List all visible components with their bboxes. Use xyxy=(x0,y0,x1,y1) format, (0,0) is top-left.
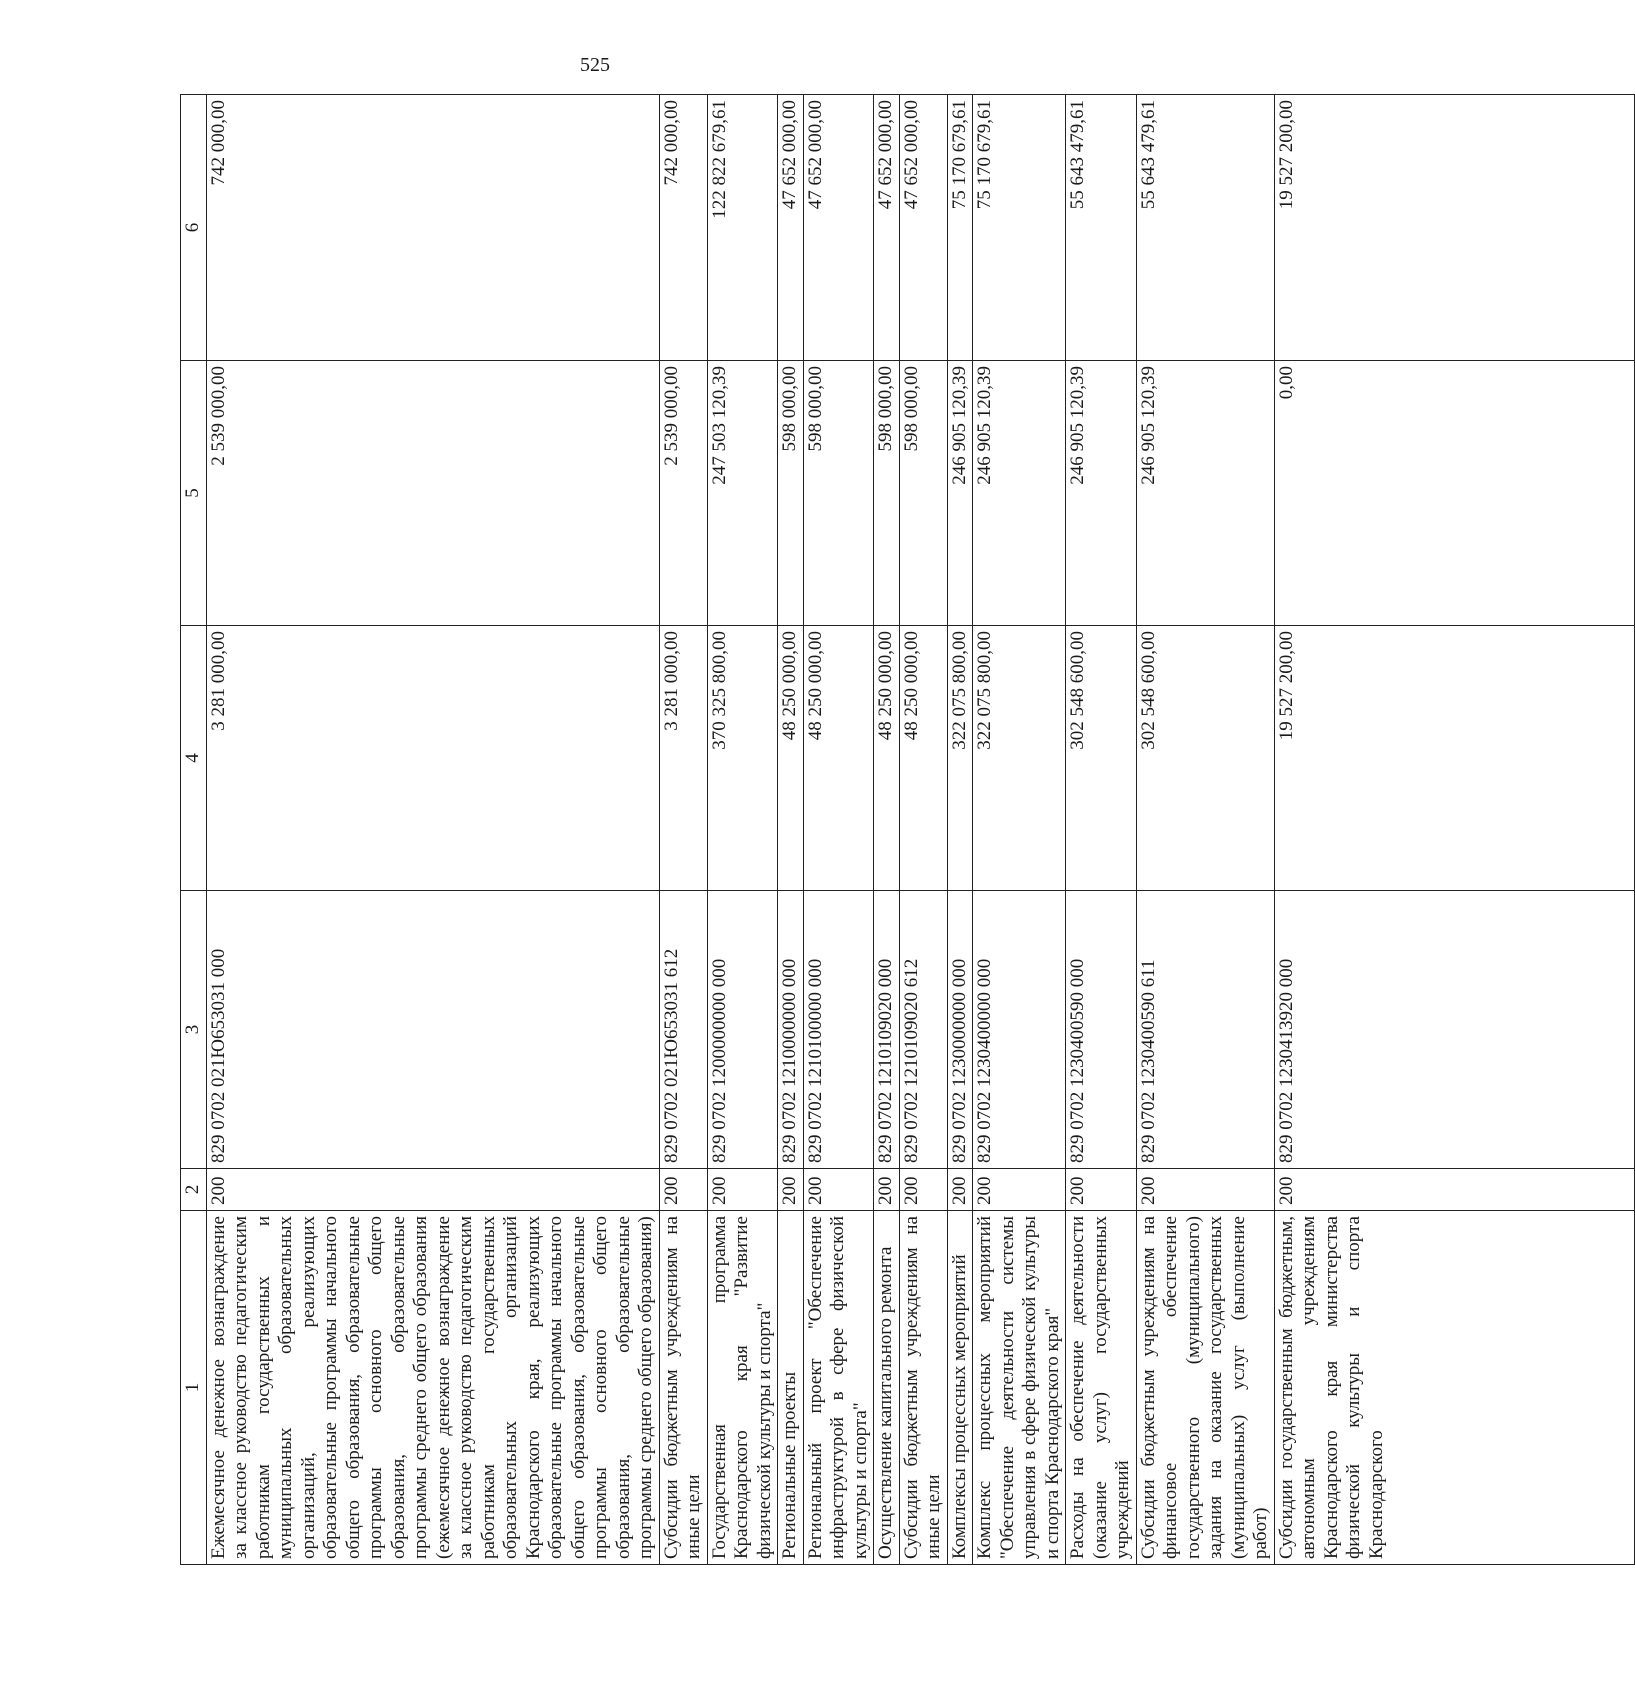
table-row xyxy=(803,95,874,1565)
row-classification-code: 829 0702 1230000000 000 xyxy=(947,891,973,1169)
row-code-200: 200 xyxy=(206,1169,659,1211)
row-description: Региональные проекты xyxy=(778,1211,804,1565)
row-description: Комплексы процессных мероприятий xyxy=(947,1211,973,1565)
row-description: Комплекс процессных мероприятий "Обеспечение деятельности системы управления в сфере физической культуры и спорта Краснодарского края" xyxy=(973,1211,1066,1565)
row-value-col4: 302 548 600,00 xyxy=(1136,626,1274,891)
row-code-200: 200 xyxy=(1274,1169,1635,1211)
row-value-col5: 0,00 xyxy=(1274,361,1635,626)
row-value-col5: 598 000,00 xyxy=(874,361,900,626)
row-description: Субсидии бюджетным учреждениям на финансовое обеспечение государственного (муниципального) задания на оказание государственных (муниципальных) услуг (выполнение работ) xyxy=(1136,1211,1274,1565)
row-value-col5: 598 000,00 xyxy=(803,361,874,626)
row-classification-code: 829 0702 021Ю653031 612 xyxy=(659,891,707,1169)
row-code-200: 200 xyxy=(803,1169,874,1211)
row-code-200: 200 xyxy=(707,1169,778,1211)
row-code-200: 200 xyxy=(874,1169,900,1211)
row-value-col5: 246 905 120,39 xyxy=(1136,361,1274,626)
row-value-col5: 598 000,00 xyxy=(899,361,947,626)
row-value-col4: 370 325 800,00 xyxy=(707,626,778,891)
row-value-col5: 247 503 120,39 xyxy=(707,361,778,626)
header-row xyxy=(181,95,207,1565)
budget-table xyxy=(180,94,1635,1565)
header-cell: 5 xyxy=(181,361,207,626)
row-value-col6: 47 652 000,00 xyxy=(803,95,874,361)
row-classification-code: 829 0702 1210109020 612 xyxy=(899,891,947,1169)
row-code-200: 200 xyxy=(659,1169,707,1211)
row-value-col4: 48 250 000,00 xyxy=(803,626,874,891)
table-row xyxy=(206,95,659,1565)
row-value-col5: 246 905 120,39 xyxy=(1066,361,1137,626)
header-cell: 6 xyxy=(181,95,207,361)
table-row xyxy=(1274,95,1635,1565)
row-value-col6: 75 170 679,61 xyxy=(973,95,1066,361)
row-value-col6: 19 527 200,00 xyxy=(1274,95,1635,361)
row-value-col5: 246 905 120,39 xyxy=(973,361,1066,626)
row-code-200: 200 xyxy=(1136,1169,1274,1211)
row-code-200: 200 xyxy=(973,1169,1066,1211)
row-classification-code: 829 0702 1230400000 000 xyxy=(973,891,1066,1169)
header-cell: 4 xyxy=(181,626,207,891)
header-cell: 2 xyxy=(181,1169,207,1211)
table-row xyxy=(874,95,900,1565)
row-classification-code: 829 0702 1210109020 000 xyxy=(874,891,900,1169)
row-classification-code: 829 0702 1230400590 000 xyxy=(1066,891,1137,1169)
table-row xyxy=(1136,95,1274,1565)
row-description: Ежемесячное денежное вознаграждение за классное руководство педагогическим работникам государственных и муниципальных образовательных организаций, реализующих образовательные программы начального общего образования, образовательные программы основного общего образования, образовательные программы среднего общего образования (ежемесячное денежное вознаграждение за классное руководство педагогическим работникам государственных образовательных организаций Краснодарского края, реализующих образовательные программы начального общего образования, образовательные программы основного общего образования, образовательные программы среднего общего образования) xyxy=(206,1211,659,1565)
row-description: Субсидии бюджетным учреждениям на иные цели xyxy=(659,1211,707,1565)
row-value-col4: 19 527 200,00 xyxy=(1274,626,1635,891)
row-value-col4: 48 250 000,00 xyxy=(778,626,804,891)
row-value-col6: 47 652 000,00 xyxy=(899,95,947,361)
row-classification-code: 829 0702 1210000000 000 xyxy=(778,891,804,1169)
row-value-col4: 3 281 000,00 xyxy=(206,626,659,891)
row-value-col4: 322 075 800,00 xyxy=(973,626,1066,891)
row-value-col5: 2 539 000,00 xyxy=(206,361,659,626)
row-value-col5: 2 539 000,00 xyxy=(659,361,707,626)
row-value-col4: 48 250 000,00 xyxy=(874,626,900,891)
row-code-200: 200 xyxy=(1066,1169,1137,1211)
row-code-200: 200 xyxy=(947,1169,973,1211)
row-classification-code: 829 0702 1230400590 611 xyxy=(1136,891,1274,1169)
row-description: Осуществление капитального ремонта xyxy=(874,1211,900,1565)
row-classification-code: 829 0702 1230413920 000 xyxy=(1274,891,1635,1169)
table-row xyxy=(1066,95,1137,1565)
row-classification-code: 829 0702 021Ю653031 000 xyxy=(206,891,659,1169)
row-value-col4: 3 281 000,00 xyxy=(659,626,707,891)
row-value-col6: 55 643 479,61 xyxy=(1066,95,1137,361)
table-row xyxy=(659,95,707,1565)
row-code-200: 200 xyxy=(778,1169,804,1211)
row-value-col6: 47 652 000,00 xyxy=(778,95,804,361)
row-value-col6: 742 000,00 xyxy=(659,95,707,361)
table-row xyxy=(707,95,778,1565)
row-code-200: 200 xyxy=(899,1169,947,1211)
row-description: Субсидии бюджетным учреждениям на иные цели xyxy=(899,1211,947,1565)
row-description: Субсидии государственным бюджетным, автономным учреждениям Краснодарского края министерства физической культуры и спорта Краснодарского xyxy=(1274,1211,1635,1565)
rotated-table-container xyxy=(180,95,1635,1565)
table-row xyxy=(899,95,947,1565)
header-cell: 1 xyxy=(181,1211,207,1565)
table-row xyxy=(947,95,973,1565)
row-classification-code: 829 0702 1200000000 000 xyxy=(707,891,778,1169)
row-value-col6: 47 652 000,00 xyxy=(874,95,900,361)
row-value-col5: 598 000,00 xyxy=(778,361,804,626)
header-cell: 3 xyxy=(181,891,207,1169)
row-value-col4: 322 075 800,00 xyxy=(947,626,973,891)
row-classification-code: 829 0702 1210100000 000 xyxy=(803,891,874,1169)
row-description: Государственная программа Краснодарского края "Развитие физической культуры и спорта" xyxy=(707,1211,778,1565)
row-value-col6: 55 643 479,61 xyxy=(1136,95,1274,361)
row-value-col6: 75 170 679,61 xyxy=(947,95,973,361)
row-description: Региональный проект "Обеспечение инфраструктурой в сфере физической культуры и спорта" xyxy=(803,1211,874,1565)
row-value-col4: 302 548 600,00 xyxy=(1066,626,1137,891)
table-row xyxy=(973,95,1066,1565)
row-description: Расходы на обеспечение деятельности (оказание услуг) государственных учреждений xyxy=(1066,1211,1137,1565)
row-value-col6: 742 000,00 xyxy=(206,95,659,361)
row-value-col6: 122 822 679,61 xyxy=(707,95,778,361)
row-value-col4: 48 250 000,00 xyxy=(899,626,947,891)
table-row xyxy=(778,95,804,1565)
row-value-col5: 246 905 120,39 xyxy=(947,361,973,626)
page-number: 525 xyxy=(580,54,610,76)
